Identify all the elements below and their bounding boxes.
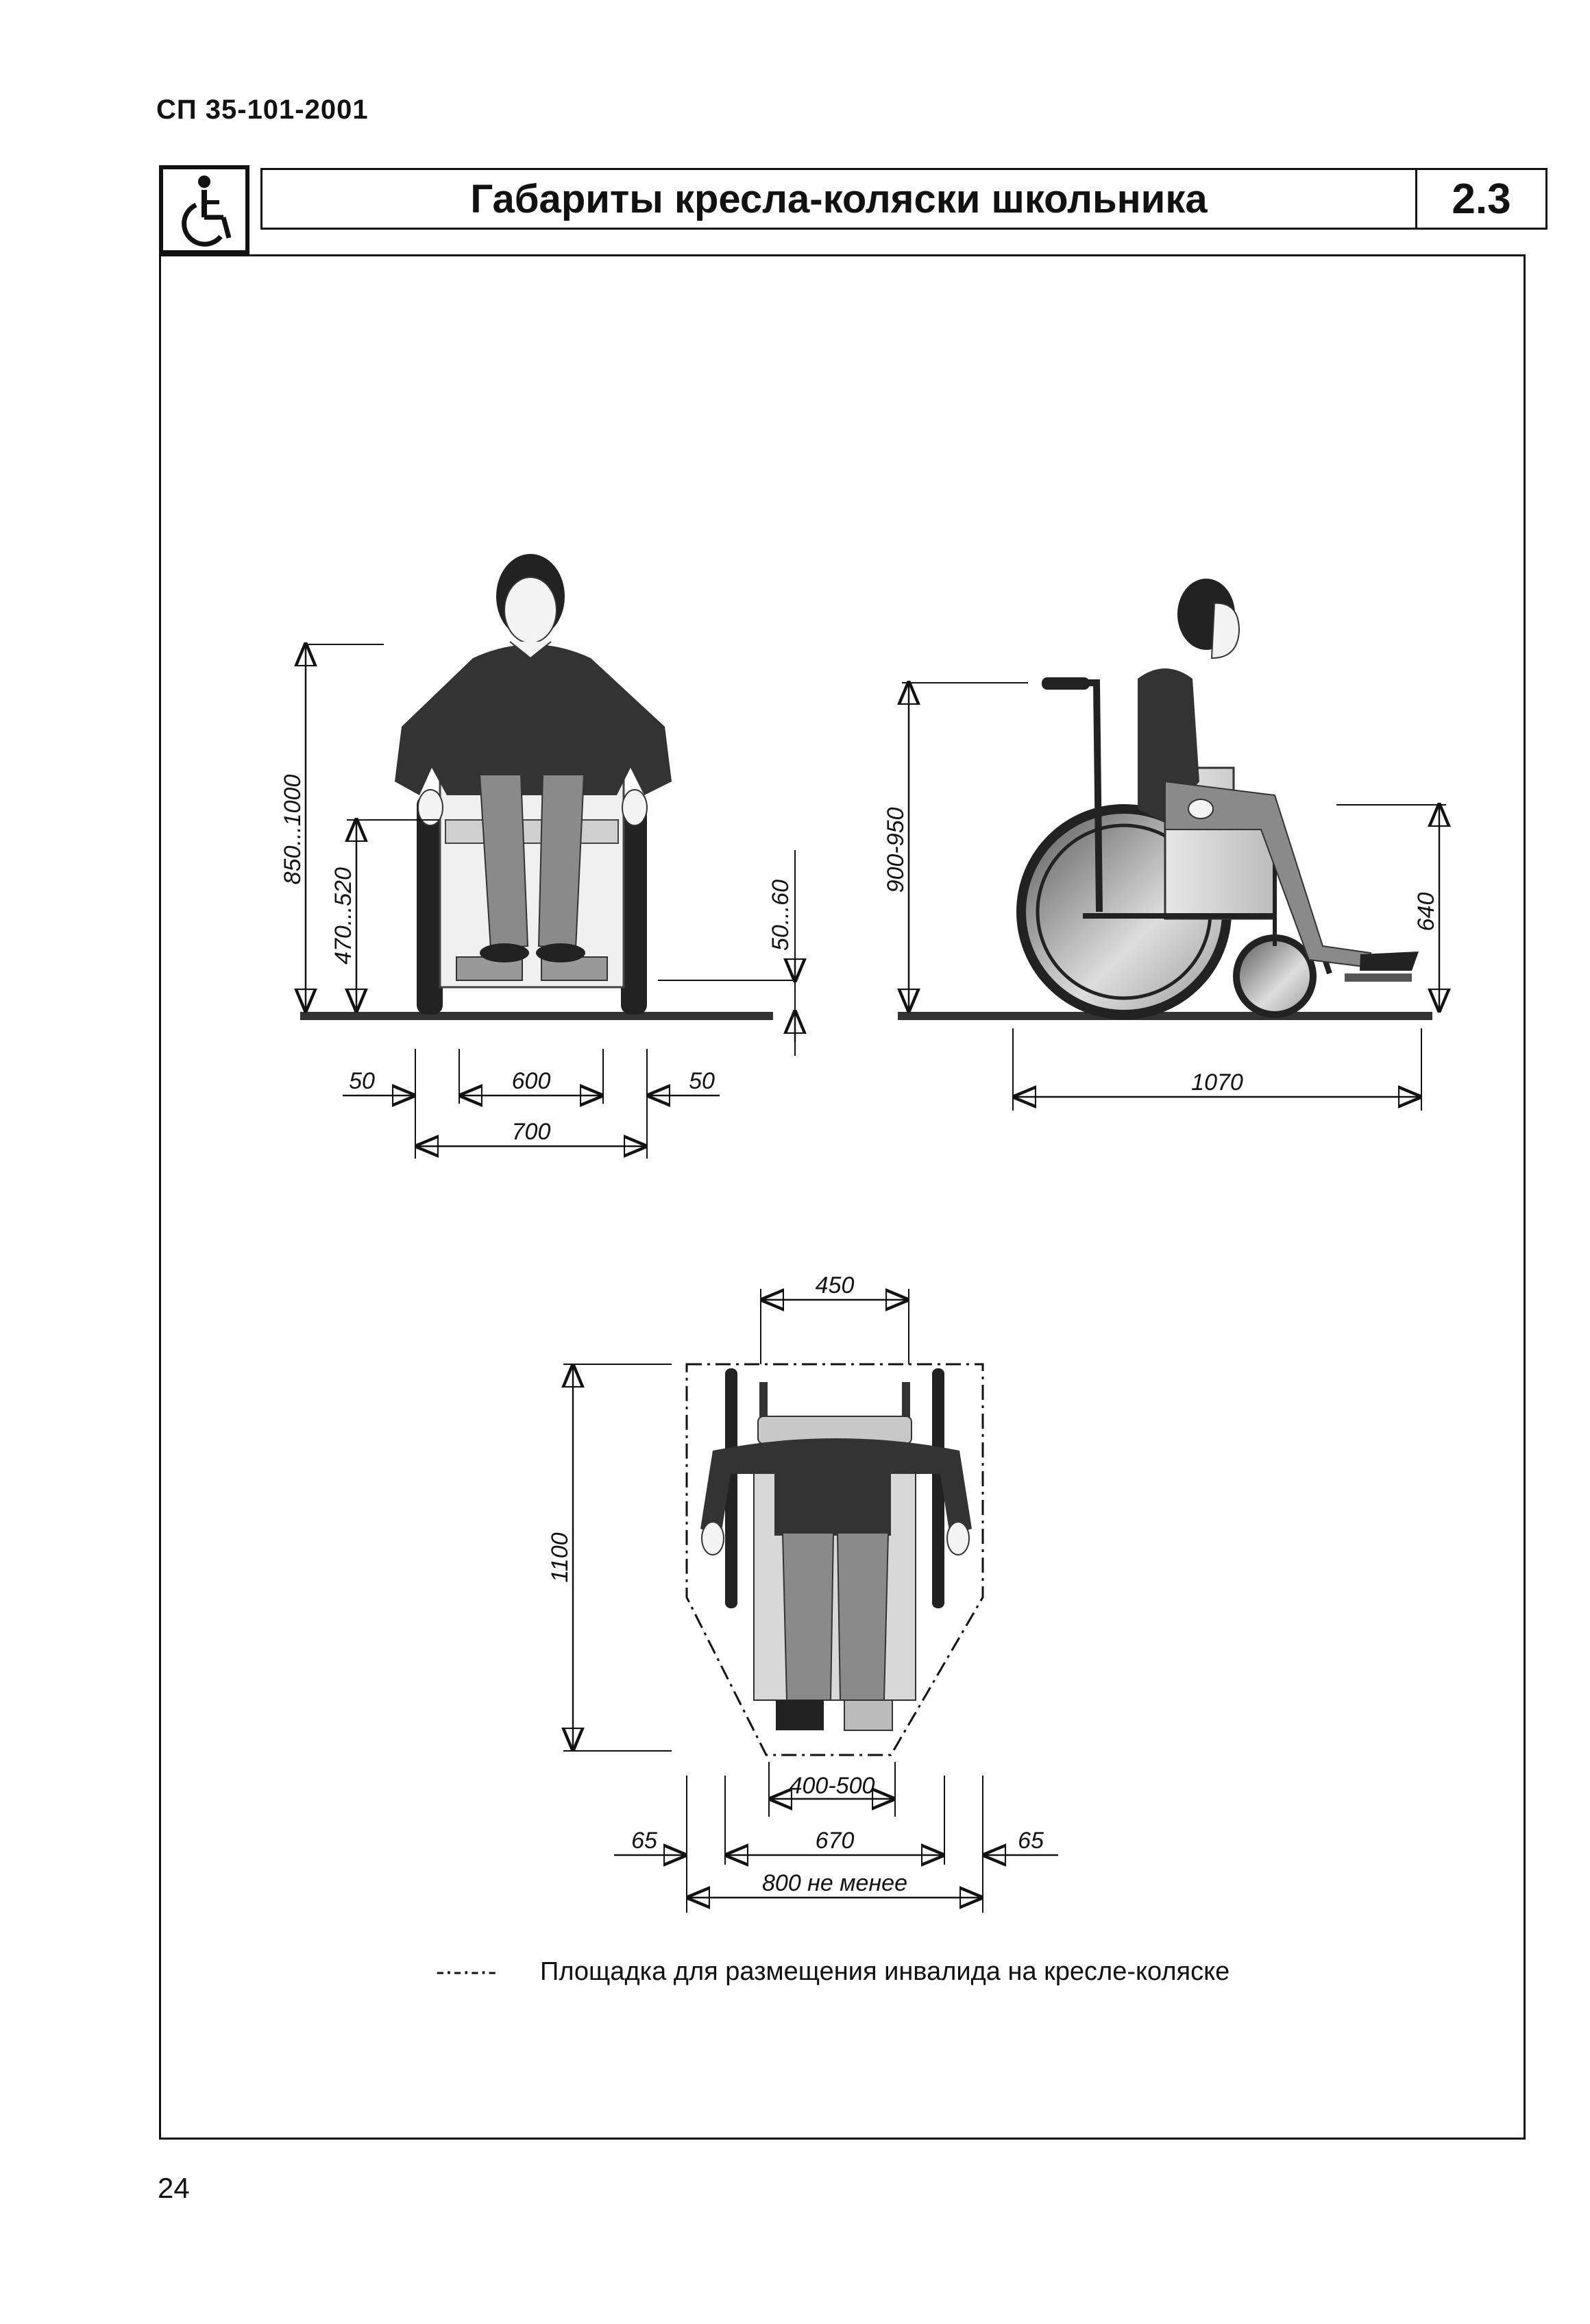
dim-top-back-width: 450 xyxy=(815,1272,855,1298)
front-person-face xyxy=(504,577,556,643)
dim-front-total-width: 700 xyxy=(511,1119,551,1145)
front-view-drawing xyxy=(280,554,796,1159)
dim-top-length: 1100 xyxy=(547,1532,573,1583)
dim-front-inner-width: 600 xyxy=(511,1068,551,1094)
dim-top-platform-width: 800 не менее xyxy=(762,1870,907,1896)
front-left-wheel xyxy=(417,795,443,1015)
section-number: 2.3 xyxy=(1417,168,1548,230)
dim-side-knee-height: 640 xyxy=(1413,892,1439,932)
dim-front-side-right: 50 xyxy=(689,1068,715,1094)
dim-top-right-margin: 65 xyxy=(1018,1828,1044,1854)
side-floor-line xyxy=(898,1012,1432,1020)
page-number: 24 xyxy=(158,2172,190,2204)
legend-symbol: -·-·-·- xyxy=(436,1957,497,1986)
dim-front-footrest-clearance: 50...60 xyxy=(768,880,794,951)
dim-top-footrest-width: 400-500 xyxy=(789,1773,875,1799)
front-right-wheel xyxy=(621,795,647,1015)
top-view-drawing xyxy=(547,1272,1058,1913)
dim-front-seat-height: 470...520 xyxy=(330,867,356,965)
front-person-torso xyxy=(395,644,672,795)
page-title: Габариты кресла-коляски школьника xyxy=(260,168,1417,230)
dim-top-chair-width: 670 xyxy=(815,1828,855,1854)
side-caster-wheel xyxy=(1236,938,1313,1015)
dim-side-length: 1070 xyxy=(1191,1069,1243,1096)
dim-front-height-total: 850...1000 xyxy=(280,774,306,885)
front-floor-line xyxy=(300,1012,773,1020)
dim-front-side-left: 50 xyxy=(349,1068,375,1094)
side-view-drawing xyxy=(883,579,1446,1111)
dim-top-left-margin: 65 xyxy=(631,1828,657,1854)
legend xyxy=(436,1957,1230,1986)
document-code: СП 35-101-2001 xyxy=(156,95,369,125)
dim-side-handle-height: 900-950 xyxy=(883,807,909,893)
legend-text: Площадка для размещения инвалида на кресле-коляске xyxy=(540,1957,1230,1986)
